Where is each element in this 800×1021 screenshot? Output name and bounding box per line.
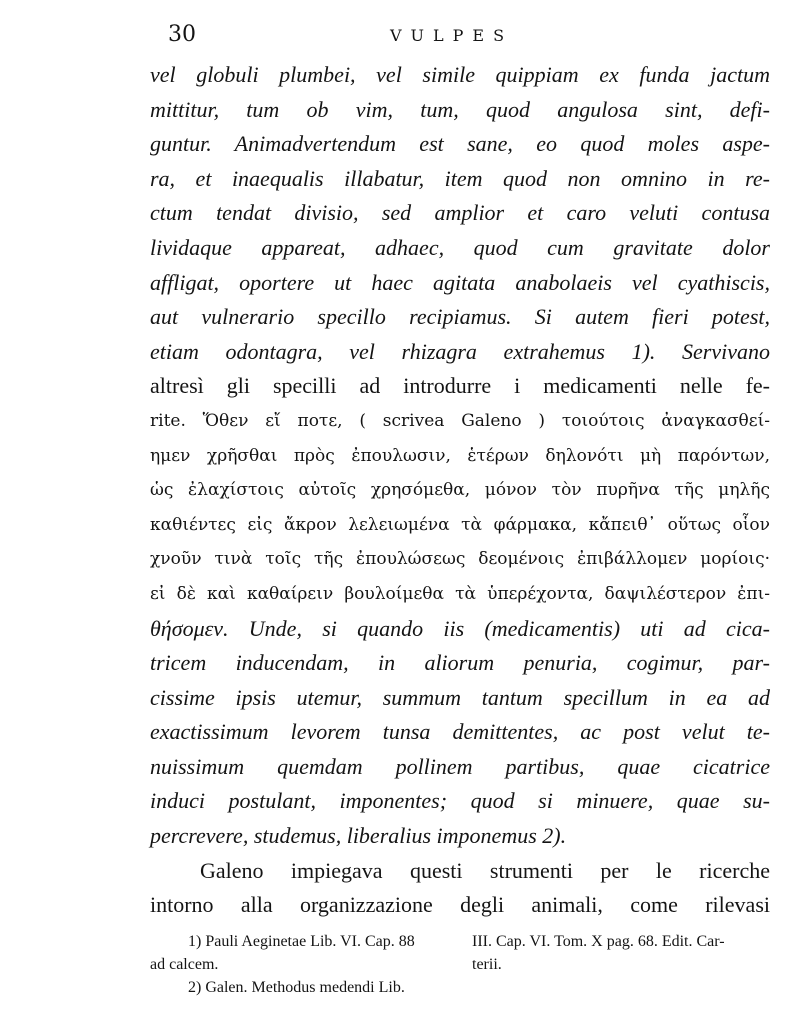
text-line: cissime ipsis utemur, summum tantum specillum in ea ad xyxy=(150,684,770,710)
footnote-line: 1) Pauli Aeginetae Lib. VI. Cap. 88 xyxy=(188,933,415,950)
text-line: exactissimum levorem tunsa demittentes, ac post velut te- xyxy=(150,719,770,745)
footnotes-right-column xyxy=(472,930,792,976)
running-head: VULPES xyxy=(390,26,514,45)
greek-line: ὡς ἐλαχίστοις αὐτοῖς χρησόμεθα, μόνον τὸν πυρῆνα τῆς μηλῆς xyxy=(150,480,770,501)
footnotes-left-column xyxy=(150,930,460,999)
text-line: induci postulant, imponentes; quod si minuere, quae su- xyxy=(150,788,770,814)
text-line: percrevere, studemus, liberalius imponemus 2). xyxy=(150,823,567,849)
greek-line: χνοῦν τινὰ τοῖς τῆς ἐπουλώσεως δεομένοις ἐπιβάλλομεν μορίοις· xyxy=(150,549,770,570)
text-line: ctum tendat divisio, sed amplior et caro veluti contusa xyxy=(150,200,770,226)
greek-line: ημεν χρῆσθαι πρὸς ἐπουλωσιν, ἑτέρων δηλονότι μὴ παρόντων, xyxy=(150,445,770,466)
text-line: etiam odontagra, vel rhizagra extrahemus 1). Servivano xyxy=(150,338,770,364)
text-line: intorno alla organizzazione degli animali, come rilevasi xyxy=(150,892,770,918)
text-line: Galeno impiegava questi strumenti per le ricerche xyxy=(200,857,770,883)
page-header xyxy=(150,22,770,52)
text-line: affligat, oportere ut haec agitata anabolaeis vel cyathiscis, xyxy=(150,269,770,295)
text-line: ra, et inaequalis illabatur, item quod non omnino in re- xyxy=(150,165,770,191)
page-number: 30 xyxy=(168,22,196,47)
text-line: θήσομεν. Unde, si quando iis (medicamentis) uti ad cica- xyxy=(150,615,770,641)
greek-line: καθιέντες εἰς ἄκρον λελειωμένα τὰ φάρμακα, κἄπειθ᾽ οὕτως οἷον xyxy=(150,514,770,535)
greek-line: rite. Ὅθεν εἴ ποτε, ( scrivea Galeno ) τοιούτοις ἀναγκασθεί- xyxy=(150,410,770,431)
text-line: tricem inducendam, in aliorum penuria, cogimur, par- xyxy=(150,650,770,676)
text-line: guntur. Animadvertendum est sane, eo quod moles aspe- xyxy=(150,131,770,157)
text-line: lividaque appareat, adhaec, quod cum gravitate dolor xyxy=(150,234,770,260)
text-line: nuissimum quemdam pollinem partibus, quae cicatrice xyxy=(150,753,770,779)
text-line: aut vulnerario specillo recipiamus. Si autem fieri potest, xyxy=(150,304,770,330)
footnote-line: ad calcem. xyxy=(150,956,219,973)
footnote-line: 2) Galen. Methodus medendi Lib. xyxy=(188,979,405,996)
text-line: mittitur, tum ob vim, tum, quod angulosa sint, defi- xyxy=(150,96,770,122)
text-line: vel globuli plumbei, vel simile quippiam ex funda jactum xyxy=(150,62,770,87)
footnote-line: III. Cap. VI. Tom. X pag. 68. Edit. Car- xyxy=(472,933,725,950)
footnote-line: terii. xyxy=(472,956,502,973)
greek-line: εἰ δὲ καὶ καθαίρειν βουλοίμεθα τὰ ὑπερέχοντα, δαψιλέστερον ἐπι- xyxy=(150,583,770,604)
text-line: altresì gli specilli ad introdurre i medicamenti nelle fe- xyxy=(150,373,770,399)
body-text xyxy=(150,58,770,923)
